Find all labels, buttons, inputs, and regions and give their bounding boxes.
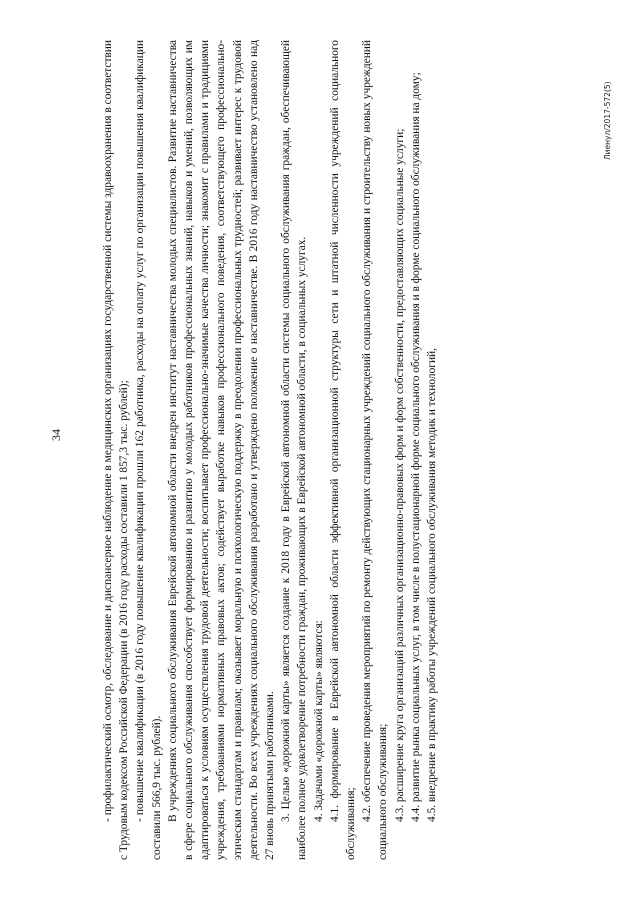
paragraph-5: 4. Задачами «дорожной карты» являются:	[312, 620, 325, 822]
paragraph-4: 3. Целью «дорожной карты» является создание к 2018 году в Еврейской автономной области системы социального обслуживания граждан, обеспечивающей наиболее полное удовлетворение потребности граждан, проживающих в Еврейской автономной области, в социальных услугах.	[280, 40, 309, 860]
paragraph-9: 4.4. развитие рынка социальных услуг, в том числе в полустационарной форме социального обслуживания и в форме социального обслуживания на дому;	[409, 72, 422, 822]
paragraph-2: - повышение квалификации (в 2016 году повышение квалификации прошли 162 работника, расходы на оплату услуг по организации повышения квалификации составили 566,9 тыс. рублей).	[134, 40, 163, 860]
paragraph-1: - профилактический осмотр, обследование и диспансерное наблюдение в медицинских организациях государственной системы здравоохранения в соответствии с Трудовым кодексом Российской Федерации (в 2016 году расходы составили 1 857,3 тыс. рублей);	[102, 40, 131, 860]
rotated-page-content	[49, 40, 612, 860]
paragraph-3: В учреждениях социального обслуживания Еврейской автономной области внедрен институт наставничества молодых специалистов. Развитие наставничества в сфере социального обслуживания способствует формированию и развитию у молодых работников профессиональных знаний, навыков и умений, позволяющих им адаптироваться к условиям осуществления трудовой деятельности; воспитывает профессионально-значимые качества личности; знакомит с правилами и традициями учреждения, требованиями нормативных правовых актов; содействует выработке навыков профессионального поведения, соответствующего профессионально-этическим стандартам и правилам; оказывает моральную и психологическую поддержку в преодолении профессиональных трудностей; развивает интерес к трудовой деятельности. Во всех учреждениях социального обслуживания разработано и утверждено положение о наставничестве. В 2016 году наставничество установлено над 27 вновь принятыми работниками.	[166, 40, 277, 860]
paragraph-6: 4.1. формирование в Еврейской автономной области эффективной организационной структуры сети и штатной численности учреждений социального обслуживания;	[328, 40, 358, 860]
page-number: 34	[49, 429, 63, 441]
paragraph-8: 4.3. расширение круга организаций различных организационно-правовых форм и форм собственности, предоставляющих социальные услуги;	[393, 128, 406, 822]
document-stamp: Лиенул/2017-572(5)	[603, 81, 612, 160]
document-body	[100, 40, 440, 860]
paragraph-7: 4.2. обеспечение проведения мероприятий по ремонту действующих стационарных учреждений социального обслуживания и строительству новых учреждений социального обслуживания;	[361, 40, 390, 860]
paragraph-10: 4.5. внедрение в практику работы учреждений социального обслуживания методик и технологий,	[426, 348, 439, 822]
